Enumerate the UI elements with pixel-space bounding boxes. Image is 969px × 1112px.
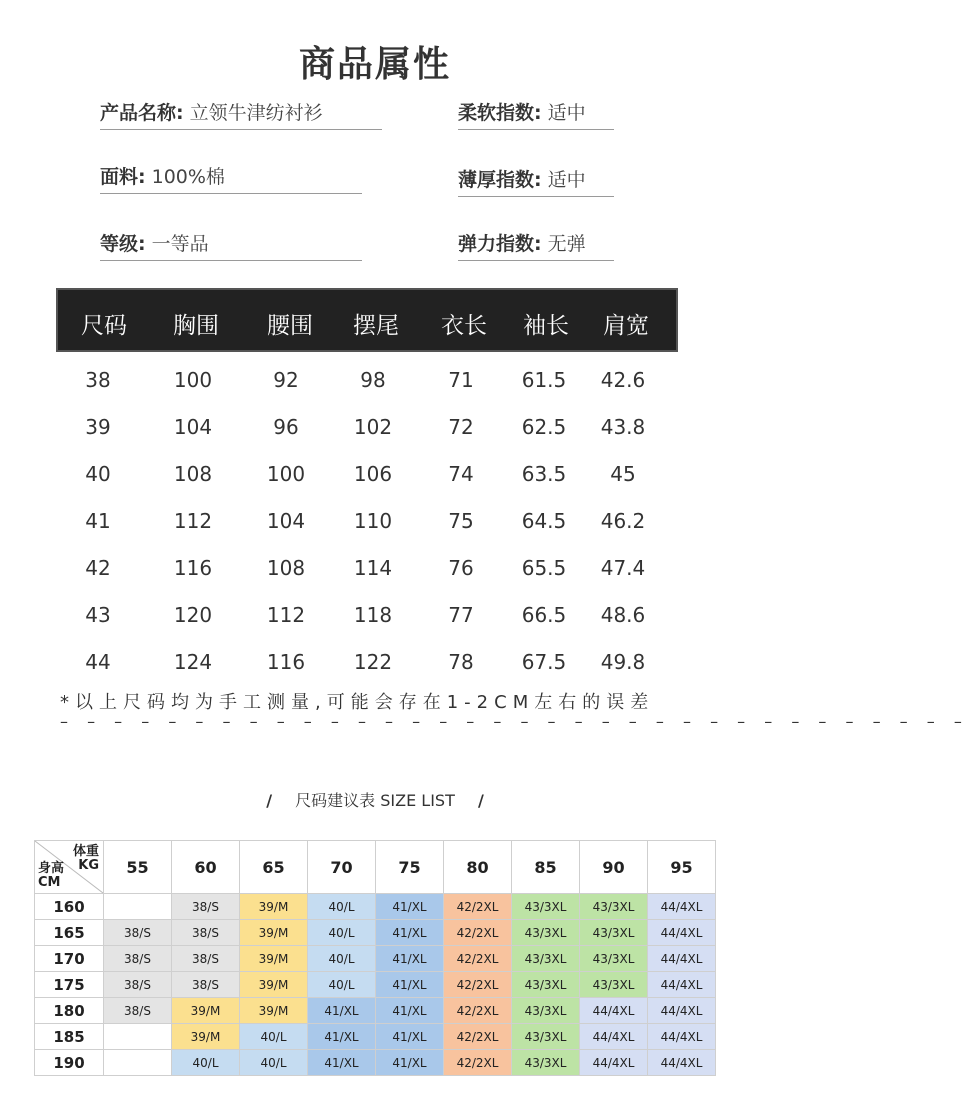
size-cell: 41/XL bbox=[376, 1024, 444, 1050]
spec-row bbox=[0, 603, 750, 643]
weight-label: 体重 bbox=[72, 844, 99, 859]
attr-label: 薄厚指数: bbox=[458, 169, 542, 191]
size-cell: 43/3XL bbox=[512, 894, 580, 920]
spec-cell: 110 bbox=[353, 509, 393, 533]
size-cell: 44/4XL bbox=[580, 998, 648, 1024]
spec-cell: 116 bbox=[173, 556, 213, 580]
weight-header: 75 bbox=[376, 841, 444, 894]
spec-cell: 42 bbox=[85, 556, 111, 580]
spec-cell: 62.5 bbox=[521, 415, 567, 439]
spec-header-cell: 衣长 bbox=[441, 313, 487, 339]
weight-header: 65 bbox=[240, 841, 308, 894]
spec-cell: 74 bbox=[448, 462, 474, 486]
size-cell: 40/L bbox=[308, 972, 376, 998]
height-header: 170 bbox=[35, 946, 104, 972]
height-header: 190 bbox=[35, 1050, 104, 1076]
spec-header-cell: 腰围 bbox=[267, 313, 313, 339]
size-cell: 40/L bbox=[172, 1050, 240, 1076]
spec-cell: 65.5 bbox=[521, 556, 567, 580]
slash-left: / bbox=[266, 791, 273, 810]
spec-cell: 43.8 bbox=[600, 415, 646, 439]
height-row bbox=[35, 946, 716, 972]
spec-cell: 66.5 bbox=[521, 603, 567, 627]
size-cell: 42/2XL bbox=[444, 894, 512, 920]
size-cell: 39/M bbox=[240, 998, 308, 1024]
attr-softness bbox=[458, 98, 614, 130]
attr-label: 面料: bbox=[100, 166, 146, 188]
weight-header-row bbox=[35, 841, 716, 894]
spec-cell: 120 bbox=[173, 603, 213, 627]
height-header: 175 bbox=[35, 972, 104, 998]
spec-cell: 77 bbox=[448, 603, 474, 627]
size-cell: 43/3XL bbox=[512, 1024, 580, 1050]
weight-header: 90 bbox=[580, 841, 648, 894]
attr-value: 100%棉 bbox=[151, 166, 225, 188]
size-cell: 39/M bbox=[240, 972, 308, 998]
weight-header: 80 bbox=[444, 841, 512, 894]
spec-cell: 61.5 bbox=[521, 368, 567, 392]
height-header: 180 bbox=[35, 998, 104, 1024]
size-cell bbox=[104, 1024, 172, 1050]
size-cell: 38/S bbox=[104, 920, 172, 946]
weight-header: 95 bbox=[648, 841, 716, 894]
attr-value: 适中 bbox=[547, 102, 586, 124]
spec-cell: 108 bbox=[266, 556, 306, 580]
size-cell bbox=[104, 894, 172, 920]
spec-cell: 72 bbox=[448, 415, 474, 439]
size-cell bbox=[104, 1050, 172, 1076]
spec-cell: 46.2 bbox=[600, 509, 646, 533]
weight-header: 55 bbox=[104, 841, 172, 894]
spec-cell: 64.5 bbox=[521, 509, 567, 533]
size-cell: 43/3XL bbox=[580, 972, 648, 998]
spec-cell: 104 bbox=[266, 509, 306, 533]
corner-cell bbox=[35, 841, 104, 894]
size-cell: 43/3XL bbox=[512, 946, 580, 972]
spec-row bbox=[0, 509, 750, 549]
spec-cell: 100 bbox=[266, 462, 306, 486]
spec-table-header bbox=[56, 288, 678, 352]
spec-header-cell: 胸围 bbox=[173, 313, 219, 339]
spec-cell: 122 bbox=[353, 650, 393, 674]
spec-cell: 106 bbox=[353, 462, 393, 486]
size-cell: 44/4XL bbox=[648, 972, 716, 998]
attr-label: 产品名称: bbox=[100, 102, 184, 124]
spec-cell: 75 bbox=[448, 509, 474, 533]
attr-value: 适中 bbox=[547, 169, 586, 191]
weight-header: 85 bbox=[512, 841, 580, 894]
measurement-note: *以上尺码均为手工测量,可能会存在1-2CM左右的误差 bbox=[60, 692, 655, 713]
attr-thickness bbox=[458, 165, 614, 197]
size-cell: 40/L bbox=[240, 1024, 308, 1050]
height-header: 185 bbox=[35, 1024, 104, 1050]
size-cell: 44/4XL bbox=[648, 946, 716, 972]
attr-grade bbox=[100, 229, 362, 261]
attr-fabric bbox=[100, 162, 362, 194]
spec-cell: 47.4 bbox=[600, 556, 646, 580]
spec-cell: 108 bbox=[173, 462, 213, 486]
size-cell: 42/2XL bbox=[444, 946, 512, 972]
size-cell: 39/M bbox=[240, 894, 308, 920]
attr-product-name bbox=[100, 98, 382, 130]
spec-row bbox=[0, 556, 750, 596]
size-cell: 38/S bbox=[104, 972, 172, 998]
size-cell: 41/XL bbox=[308, 1024, 376, 1050]
spec-cell: 118 bbox=[353, 603, 393, 627]
spec-cell: 41 bbox=[85, 509, 111, 533]
spec-cell: 78 bbox=[448, 650, 474, 674]
spec-header-cell: 肩宽 bbox=[603, 313, 649, 339]
size-cell: 41/XL bbox=[308, 998, 376, 1024]
spec-cell: 63.5 bbox=[521, 462, 567, 486]
size-cell: 40/L bbox=[308, 920, 376, 946]
dashed-divider: – – – – – – – – – – – – – – – – – – – – – – – – – – – – – – – – – – bbox=[60, 712, 969, 731]
attr-label: 等级: bbox=[100, 233, 146, 255]
size-cell: 42/2XL bbox=[444, 972, 512, 998]
kg-label: KG bbox=[78, 858, 99, 873]
size-cell: 40/L bbox=[240, 1050, 308, 1076]
spec-cell: 102 bbox=[353, 415, 393, 439]
spec-row bbox=[0, 415, 750, 455]
size-cell: 43/3XL bbox=[512, 998, 580, 1024]
height-row bbox=[35, 972, 716, 998]
spec-row bbox=[0, 650, 750, 690]
size-cell: 41/XL bbox=[376, 894, 444, 920]
cm-label: CM bbox=[38, 875, 61, 890]
spec-cell: 45 bbox=[610, 462, 636, 486]
spec-row bbox=[0, 368, 750, 408]
slash-right: / bbox=[477, 791, 484, 810]
size-cell: 43/3XL bbox=[580, 946, 648, 972]
attr-label: 柔软指数: bbox=[458, 102, 542, 124]
size-cell: 41/XL bbox=[308, 1050, 376, 1076]
spec-cell: 112 bbox=[266, 603, 306, 627]
weight-axis-label bbox=[73, 845, 99, 873]
height-axis-label bbox=[38, 862, 64, 890]
height-label: 身高 bbox=[38, 861, 65, 876]
size-cell: 42/2XL bbox=[444, 1050, 512, 1076]
size-cell: 44/4XL bbox=[648, 998, 716, 1024]
size-list-title-text: 尺码建议表 SIZE LIST bbox=[295, 791, 455, 810]
spec-cell: 48.6 bbox=[600, 603, 646, 627]
size-cell: 41/XL bbox=[376, 920, 444, 946]
size-cell: 38/S bbox=[104, 946, 172, 972]
spec-row bbox=[0, 462, 750, 502]
spec-cell: 44 bbox=[85, 650, 111, 674]
spec-cell: 42.6 bbox=[600, 368, 646, 392]
size-cell: 39/M bbox=[240, 920, 308, 946]
size-cell: 39/M bbox=[172, 998, 240, 1024]
size-cell: 41/XL bbox=[376, 972, 444, 998]
size-list-title bbox=[0, 788, 750, 811]
size-recommendation-table bbox=[34, 840, 716, 1076]
height-row bbox=[35, 920, 716, 946]
size-cell: 38/S bbox=[172, 946, 240, 972]
size-cell: 41/XL bbox=[376, 1050, 444, 1076]
attr-label: 弹力指数: bbox=[458, 233, 542, 255]
spec-header-cell: 袖长 bbox=[523, 313, 569, 339]
spec-header-cell: 尺码 bbox=[81, 313, 127, 339]
size-cell: 40/L bbox=[308, 946, 376, 972]
spec-cell: 100 bbox=[173, 368, 213, 392]
height-header: 160 bbox=[35, 894, 104, 920]
size-cell: 44/4XL bbox=[648, 920, 716, 946]
size-cell: 43/3XL bbox=[580, 920, 648, 946]
spec-cell: 96 bbox=[273, 415, 299, 439]
spec-cell: 124 bbox=[173, 650, 213, 674]
spec-cell: 43 bbox=[85, 603, 111, 627]
spec-cell: 92 bbox=[273, 368, 299, 392]
size-cell: 42/2XL bbox=[444, 920, 512, 946]
height-row bbox=[35, 894, 716, 920]
weight-header: 60 bbox=[172, 841, 240, 894]
size-cell: 42/2XL bbox=[444, 998, 512, 1024]
size-cell: 41/XL bbox=[376, 998, 444, 1024]
spec-cell: 112 bbox=[173, 509, 213, 533]
height-row bbox=[35, 1024, 716, 1050]
size-cell: 43/3XL bbox=[512, 972, 580, 998]
size-cell: 43/3XL bbox=[512, 920, 580, 946]
size-cell: 38/S bbox=[172, 894, 240, 920]
size-cell: 38/S bbox=[104, 998, 172, 1024]
spec-cell: 49.8 bbox=[600, 650, 646, 674]
spec-cell: 67.5 bbox=[521, 650, 567, 674]
size-cell: 44/4XL bbox=[580, 1050, 648, 1076]
size-cell: 44/4XL bbox=[648, 1050, 716, 1076]
attr-elasticity bbox=[458, 229, 614, 261]
spec-cell: 116 bbox=[266, 650, 306, 674]
size-cell: 38/S bbox=[172, 972, 240, 998]
spec-cell: 114 bbox=[353, 556, 393, 580]
size-cell: 43/3XL bbox=[512, 1050, 580, 1076]
attr-value: 立领牛津纺衬衫 bbox=[189, 102, 323, 124]
spec-cell: 40 bbox=[85, 462, 111, 486]
height-row bbox=[35, 1050, 716, 1076]
size-cell: 38/S bbox=[172, 920, 240, 946]
spec-cell: 71 bbox=[448, 368, 474, 392]
size-cell: 44/4XL bbox=[648, 894, 716, 920]
size-cell: 43/3XL bbox=[580, 894, 648, 920]
spec-cell: 104 bbox=[173, 415, 213, 439]
size-cell: 40/L bbox=[308, 894, 376, 920]
attr-value: 无弹 bbox=[547, 233, 586, 255]
spec-cell: 98 bbox=[360, 368, 386, 392]
page-title: 商品属性 bbox=[298, 44, 451, 85]
height-row bbox=[35, 998, 716, 1024]
size-cell: 41/XL bbox=[376, 946, 444, 972]
size-cell: 44/4XL bbox=[648, 1024, 716, 1050]
size-cell: 39/M bbox=[240, 946, 308, 972]
size-cell: 42/2XL bbox=[444, 1024, 512, 1050]
size-cell: 39/M bbox=[172, 1024, 240, 1050]
weight-header: 70 bbox=[308, 841, 376, 894]
height-header: 165 bbox=[35, 920, 104, 946]
spec-cell: 39 bbox=[85, 415, 111, 439]
spec-cell: 38 bbox=[85, 368, 111, 392]
attr-value: 一等品 bbox=[151, 233, 209, 255]
spec-header-cell: 摆尾 bbox=[353, 313, 399, 339]
spec-cell: 76 bbox=[448, 556, 474, 580]
size-cell: 44/4XL bbox=[580, 1024, 648, 1050]
